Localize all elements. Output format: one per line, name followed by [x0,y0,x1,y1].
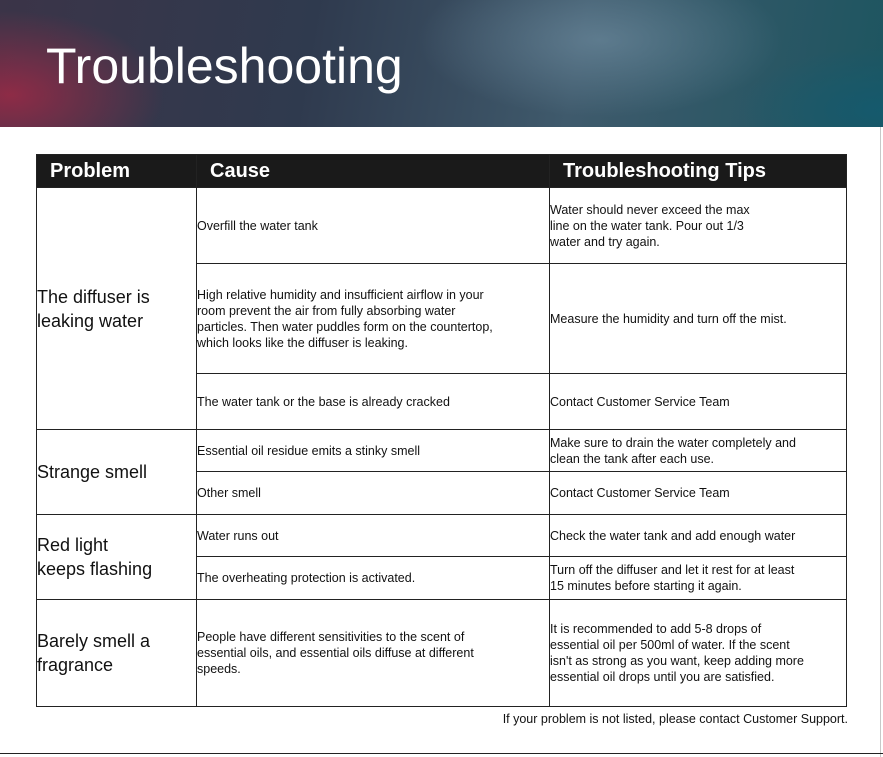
column-header-problem: Problem [37,155,197,188]
column-header-tips: Troubleshooting Tips [550,155,847,188]
cause-line: room prevent the air from fully absorbing water [197,303,456,318]
tip-line: Contact Customer Service Team [550,486,730,500]
cause-line: High relative humidity and insufficient airflow in your [197,287,484,302]
tip-line: essential oil per 500ml of water. If the scent [550,638,790,652]
cause-line: Water runs out [197,528,279,543]
table-header-row [37,155,847,188]
cause-line: which looks like the diffuser is leaking. [197,335,408,350]
tip-line: Turn off the diffuser and let it rest for at least [550,563,795,577]
tip-line: Measure the humidity and turn off the mist. [550,311,787,326]
cause-cell [197,264,550,374]
problem-cell [37,430,197,515]
tip-line: isn't as strong as you want, keep adding more [550,654,804,668]
tip-cell [550,515,847,557]
header-banner [0,0,883,127]
tip-line: 15 minutes before starting it again. [550,579,742,593]
table-row [37,188,847,264]
problem-line: Barely smell a [37,631,151,651]
bottom-rule [0,753,883,754]
tip-cell [550,374,847,430]
tip-line: water and try again. [550,234,660,249]
tip-line: line on the water tank. Pour out 1/3 [550,218,744,233]
cause-line: The overheating protection is activated. [197,571,416,585]
cause-line: Overfill the water tank [197,218,318,233]
tip-line: essential oil drops until you are satisfied. [550,670,775,684]
troubleshooting-table [36,154,847,707]
tip-line: It is recommended to add 5-8 drops of [550,622,762,636]
right-edge-rule [880,127,881,757]
cause-line: The water tank or the base is already cracked [197,394,450,409]
tip-cell [550,264,847,374]
cause-line: People have different sensitivities to the scent of [197,630,465,644]
cause-line: Essential oil residue emits a stinky smell [197,443,420,458]
tip-line: Contact Customer Service Team [550,394,730,409]
column-header-cause: Cause [197,155,550,188]
problem-line: leaking water [37,310,144,331]
cause-cell [197,472,550,515]
cause-cell [197,515,550,557]
tip-cell [550,557,847,600]
problem-cell [37,600,197,707]
cause-line: essential oils, and essential oils diffuse at different [197,646,474,660]
tip-line: clean the tank after each use. [550,451,714,466]
cause-line: particles. Then water puddles form on the countertop, [197,319,493,334]
cause-cell [197,600,550,707]
problem-line: Red light [37,535,109,555]
problem-cell [37,515,197,600]
tip-cell [550,430,847,472]
problem-line: Strange smell [37,462,148,482]
tip-line: Make sure to drain the water completely and [550,435,796,450]
cause-cell [197,188,550,264]
footer-note: If your problem is not listed, please contact Customer Support. [502,712,848,726]
tip-line: Water should never exceed the max [550,202,750,217]
cause-line: Other smell [197,486,261,500]
cause-cell [197,374,550,430]
cause-cell [197,430,550,472]
problem-line: fragrance [37,655,114,675]
tip-cell [550,472,847,515]
problem-line: The diffuser is [37,286,150,307]
table-row [37,430,847,472]
table-row [37,600,847,707]
table-row [37,515,847,557]
problem-line: keeps flashing [37,559,153,579]
page-title: Troubleshooting [46,38,403,94]
tip-cell [550,188,847,264]
tip-cell [550,600,847,707]
cause-cell [197,557,550,600]
cause-line: speeds. [197,662,241,676]
problem-cell [37,188,197,430]
tip-line: Check the water tank and add enough water [550,528,796,543]
